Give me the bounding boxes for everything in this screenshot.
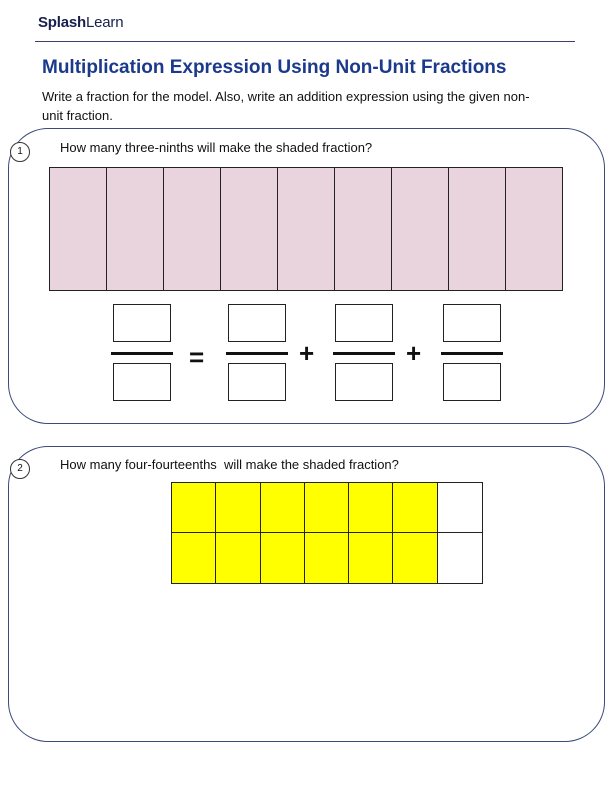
denominator-box[interactable] [443, 363, 501, 401]
grid-cell-empty [438, 483, 482, 533]
grid-cell-shaded [305, 483, 349, 533]
grid-cell-empty [438, 533, 482, 583]
grid-cell-shaded [261, 483, 305, 533]
grid-cell-shaded [305, 533, 349, 583]
bar-part [506, 168, 562, 290]
addend-fraction-2 [335, 304, 393, 401]
denominator-box[interactable] [228, 363, 286, 401]
grid-cell-shaded [393, 483, 437, 533]
equals-sign: = [189, 342, 205, 372]
bar-part [107, 168, 164, 290]
grid-cell-shaded [349, 483, 393, 533]
worksheet-title: Multiplication Expression Using Non-Unit Fractions [42, 57, 507, 78]
bar-part [50, 168, 107, 290]
splashlearn-logo [38, 14, 123, 31]
question-1-bar-model [49, 167, 563, 291]
logo-learn: Learn [85, 14, 124, 31]
fraction-bar [111, 352, 173, 355]
fraction-bar [441, 352, 503, 355]
question-2-number: 2 [10, 459, 30, 479]
addend-fraction-3 [443, 304, 501, 401]
question-1-number: 1 [10, 142, 30, 162]
bar-part [164, 168, 221, 290]
grid-cell-shaded [349, 533, 393, 583]
plus-sign: + [299, 338, 315, 368]
fraction-bar [333, 352, 395, 355]
denominator-box[interactable] [113, 363, 171, 401]
fraction-bar [226, 352, 288, 355]
bar-part [392, 168, 449, 290]
grid-cell-shaded [393, 533, 437, 583]
bar-part [221, 168, 278, 290]
numerator-box[interactable] [335, 304, 393, 342]
grid-cell-shaded [216, 483, 260, 533]
numerator-box[interactable] [443, 304, 501, 342]
plus-sign: + [406, 338, 422, 368]
question-2-prompt: How many four-fourteenths will make the shaded fraction? [60, 457, 399, 472]
addend-fraction-1 [228, 304, 286, 401]
answer-fraction-total [113, 304, 171, 401]
worksheet-instructions: Write a fraction for the model. Also, write an addition expression using the given non-unit fraction. [42, 89, 530, 123]
numerator-box[interactable] [113, 304, 171, 342]
logo-splash: Splash [38, 14, 86, 31]
grid-cell-shaded [172, 533, 216, 583]
bar-part [335, 168, 392, 290]
header-divider [35, 41, 575, 42]
grid-cell-shaded [172, 483, 216, 533]
grid-cell-shaded [216, 533, 260, 583]
grid-cell-shaded [261, 533, 305, 583]
bar-part [449, 168, 506, 290]
denominator-box[interactable] [335, 363, 393, 401]
bar-part [278, 168, 335, 290]
question-2-grid-model [171, 482, 483, 584]
question-1-prompt: How many three-ninths will make the shaded fraction? [60, 140, 373, 155]
numerator-box[interactable] [228, 304, 286, 342]
